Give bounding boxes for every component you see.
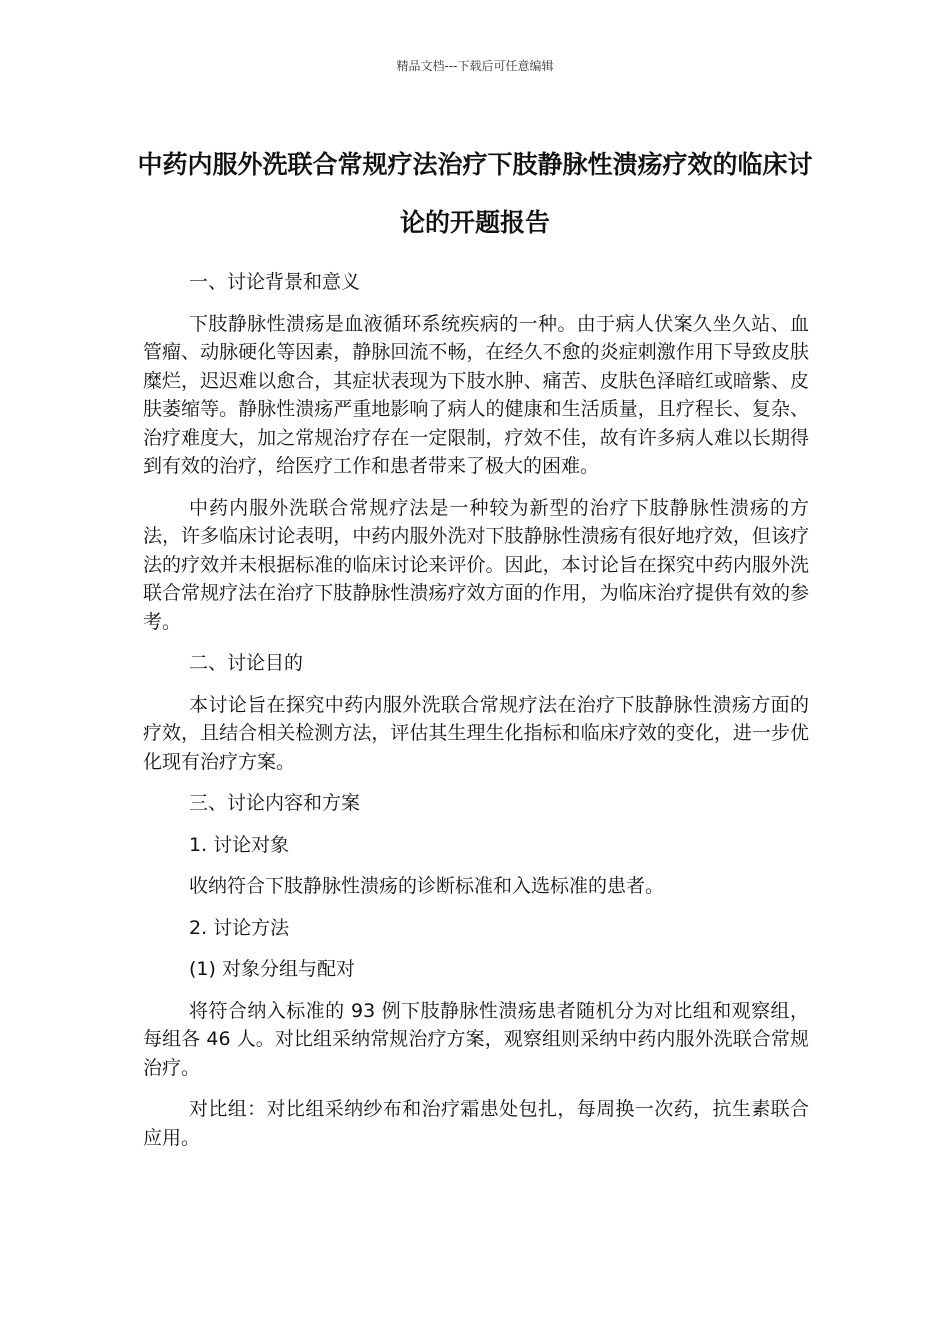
section-heading-content: 三、讨论内容和方案 — [189, 792, 361, 814]
paragraph-method-intro: 中药内服外洗联合常规疗法是一种较为新型的治疗下肢静脉性溃疡的方法，许多临床讨论表明，中药内服外洗对下肢静脉性溃疡有很好地疗效，但该疗法的疗效并未根据标准的临床讨论来评价。因此，本讨论旨在探究中药内服外洗联合常规疗法在治疗下肢静脉性溃疡疗效方面的作用，为临床治疗提供有效的参考。 — [143, 496, 809, 633]
paragraph-purpose: 本讨论旨在探究中药内服外洗联合常规疗法在治疗下肢静脉性溃疡方面的疗效，且结合相关检测方法，评估其生理生化指标和临床疗效的变化，进一步优化现有治疗方案。 — [143, 693, 809, 773]
paragraph-control-group: 对比组：对比组采纳纱布和治疗霜患处包扎，每周换一次药，抗生素联合应用。 — [143, 1098, 809, 1149]
subheading-subjects: 1. 讨论对象 — [189, 833, 290, 856]
subheading-methods: 2. 讨论方法 — [189, 916, 290, 939]
paragraph-subjects: 收纳符合下肢静脉性溃疡的诊断标准和入选标准的患者。 — [189, 875, 665, 897]
page-header-note: 精品文档---下载后可任意编辑 — [396, 59, 554, 73]
paragraph-grouping: 将符合纳入标准的 93 例下肢静脉性溃疡患者随机分为对比组和观察组，每组各 46 人。对比组采纳常规治疗方案，观察组则采纳中药内服外洗联合常规治疗。 — [143, 999, 809, 1079]
paragraph-background: 下肢静脉性溃疡是血液循环系统疾病的一种。由于病人伏案久坐久站、血管瘤、动脉硬化等因素，静脉回流不畅，在经久不愈的炎症刺激作用下导致皮肤糜烂，迟迟难以愈合，其症状表现为下肢水肿、痛苦、皮肤色泽暗红或暗紫、皮肤萎缩等。静脉性溃疡严重地影响了病人的健康和生活质量，且疗程长、复杂、治疗难度大，加之常规治疗存在一定限制，疗效不佳，故有许多病人难以长期得到有效的治疗，给医疗工作和患者带来了极大的困难。 — [143, 312, 809, 477]
section-heading-purpose: 二、讨论目的 — [189, 652, 304, 674]
section-heading-background: 一、讨论背景和意义 — [189, 271, 361, 293]
document-body — [143, 268, 809, 1165]
subheading-grouping: (1) 对象分组与配对 — [189, 958, 355, 980]
document-title: 中药内服外洗联合常规疗法治疗下肢静脉性溃疡疗效的临床讨论的开题报告 — [137, 150, 813, 237]
